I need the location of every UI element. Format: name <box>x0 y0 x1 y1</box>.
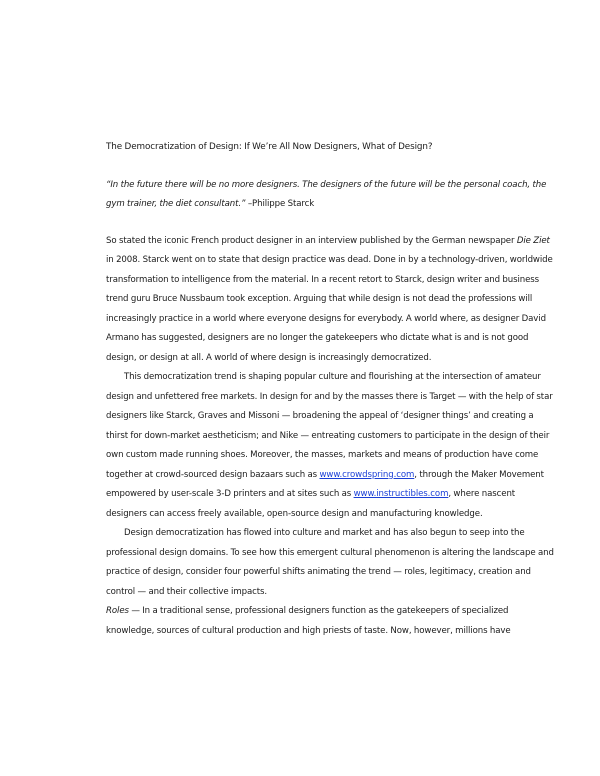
quote-text: “In the future there will be no more designers. The designers of the future will be the personal coach, the gym trainer, the diet consultant.” <box>106 179 547 209</box>
paragraph-2-text-c: , where nascent designers can access freely available, open-source design and manufacturing knowledge. <box>106 489 516 519</box>
paragraph-1-text-a: So stated the iconic French product designer in an interview published by the German newspaper <box>106 235 517 246</box>
paragraph-2-text-b: , through the Maker Movement empowered by user-scale 3-D printers and at sites such as <box>106 469 544 499</box>
document-title: The Democratization of Design: If We’re All Now Designers, What of Design? <box>106 142 433 152</box>
paragraph-1 <box>106 232 556 369</box>
paragraph-1-text-b: in 2008. Starck went on to state that design practice was dead. Done in by a technology-driven, worldwide transformation to intelligence from the material. In a recent retort to Starck, design writer and business trend guru Bruce Nussbaum took exception. Arguing that while design is not dead the professions will increasingly practice in a world where everyone designs for everybody. A world where, as designer David Armano has suggested, designers are no longer the gatekeepers who dictate what is and is not good design, or design at all. A world of where design is increasingly democratized. <box>106 255 553 363</box>
quote-attribution: –Philippe Starck <box>245 199 315 209</box>
paragraph-4-text: — In a traditional sense, professional designers function as the gatekeepers of specialized knowledge, sources of cultural production and high priests of taste. Now, however, millions have <box>106 606 511 636</box>
paragraph-3: Design democratization has flowed into culture and market and has also begun to seep into the professional design domains. To see how this emergent cultural phenomenon is altering the landscape and practice of design, consider four powerful shifts animating the trend — roles, legitimacy, creation and control — and their collective impacts. <box>106 528 554 597</box>
paragraph-4 <box>106 602 556 641</box>
roles-heading: Roles <box>106 606 129 616</box>
crowdspring-link[interactable]: www.crowdspring.com <box>319 469 415 480</box>
paragraph-2 <box>106 368 556 524</box>
instructibles-link[interactable]: www.instructibles.com <box>353 489 449 499</box>
newspaper-name: Die Ziet <box>516 235 550 246</box>
starck-quote <box>106 176 556 215</box>
paragraph-2-text-a: This democratization trend is shaping popular culture and flourishing at the intersection of amateur design and unfettered free markets. In design for and by the masses there is Target — with the help of star designers like Starck, Graves and Missoni — broadening the appeal of ‘designer things’ and creating a thirst for down-market aestheticism; and Nike — entreating customers to participate in the design of their own custom made running shoes. Moreover, the masses, markets and means of production have come together at crowd-sourced design bazaars such as <box>106 372 553 480</box>
document-body <box>106 138 556 641</box>
